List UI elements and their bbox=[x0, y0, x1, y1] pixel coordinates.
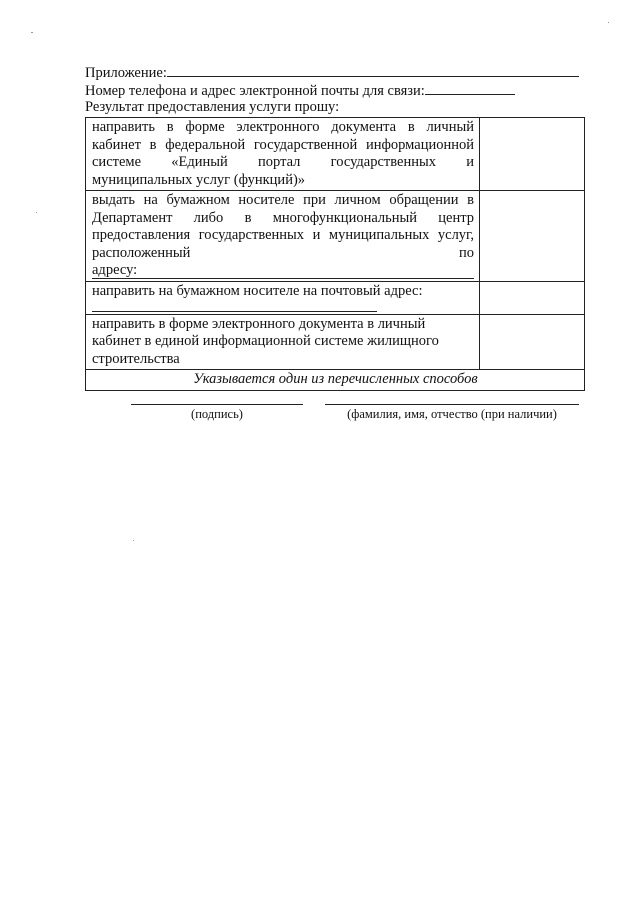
attachment-field[interactable] bbox=[167, 63, 579, 77]
scan-speck bbox=[133, 540, 134, 541]
option-text bbox=[86, 314, 480, 370]
option-line: адресу: bbox=[92, 262, 138, 278]
option-checkbox-cell[interactable] bbox=[480, 118, 585, 191]
option-text bbox=[86, 191, 480, 282]
full-name-line[interactable] bbox=[325, 404, 579, 405]
option-text bbox=[86, 118, 480, 191]
contact-label: Номер телефона и адрес электронной почты для связи: bbox=[85, 83, 425, 99]
result-label: Результат предоставления услуги прошу: bbox=[85, 99, 340, 115]
option-row-4 bbox=[86, 314, 585, 370]
attachment-label: Приложение: bbox=[85, 65, 167, 81]
option-line: строительства bbox=[92, 350, 180, 367]
option-line: муниципальных услуг (функций)» bbox=[92, 171, 306, 188]
option-checkbox-cell[interactable] bbox=[480, 314, 585, 370]
scan-speck bbox=[31, 32, 33, 33]
option-line: направить в форме электронного документа в личный bbox=[92, 315, 426, 332]
option-row-1 bbox=[86, 118, 585, 191]
option-row-3 bbox=[86, 281, 585, 314]
option-line: Департамент либо в многофункциональный центр bbox=[92, 209, 474, 226]
option-line: предоставления государственных и муниципальных услуг, bbox=[92, 227, 474, 243]
contact-row bbox=[85, 81, 515, 99]
option-line: системе «Единый портал государственных и bbox=[92, 154, 474, 170]
scan-speck bbox=[608, 22, 609, 23]
option-line: направить в форме электронного документа в личный bbox=[92, 119, 474, 135]
attachment-row bbox=[85, 63, 579, 81]
address-underline bbox=[92, 278, 474, 279]
option-line: кабинет в федеральной государственной информационной bbox=[92, 136, 474, 153]
scan-speck bbox=[36, 212, 37, 213]
postal-address-underline bbox=[92, 300, 377, 312]
table-footer-note: Указывается один из перечисленных способов bbox=[86, 370, 585, 391]
contact-field[interactable] bbox=[425, 81, 515, 95]
option-line-address bbox=[92, 262, 474, 280]
signature-caption: (подпись) bbox=[191, 407, 243, 421]
option-text bbox=[86, 281, 480, 314]
option-line: выдать на бумажном носителе при личном обращении в bbox=[92, 192, 474, 208]
option-line: расположенный по bbox=[92, 244, 474, 261]
option-checkbox-cell[interactable] bbox=[480, 281, 585, 314]
option-line: кабинет в единой информационной системе жилищного bbox=[92, 333, 439, 349]
delivery-options-table bbox=[85, 117, 585, 391]
full-name-caption: (фамилия, имя, отчество (при наличии) bbox=[347, 407, 557, 421]
option-checkbox-cell[interactable] bbox=[480, 191, 585, 282]
table-footer-row bbox=[86, 370, 585, 391]
signature-line[interactable] bbox=[131, 404, 303, 405]
option-row-2 bbox=[86, 191, 585, 282]
option-line: направить на бумажном носителе на почтовый адрес: bbox=[92, 282, 423, 299]
